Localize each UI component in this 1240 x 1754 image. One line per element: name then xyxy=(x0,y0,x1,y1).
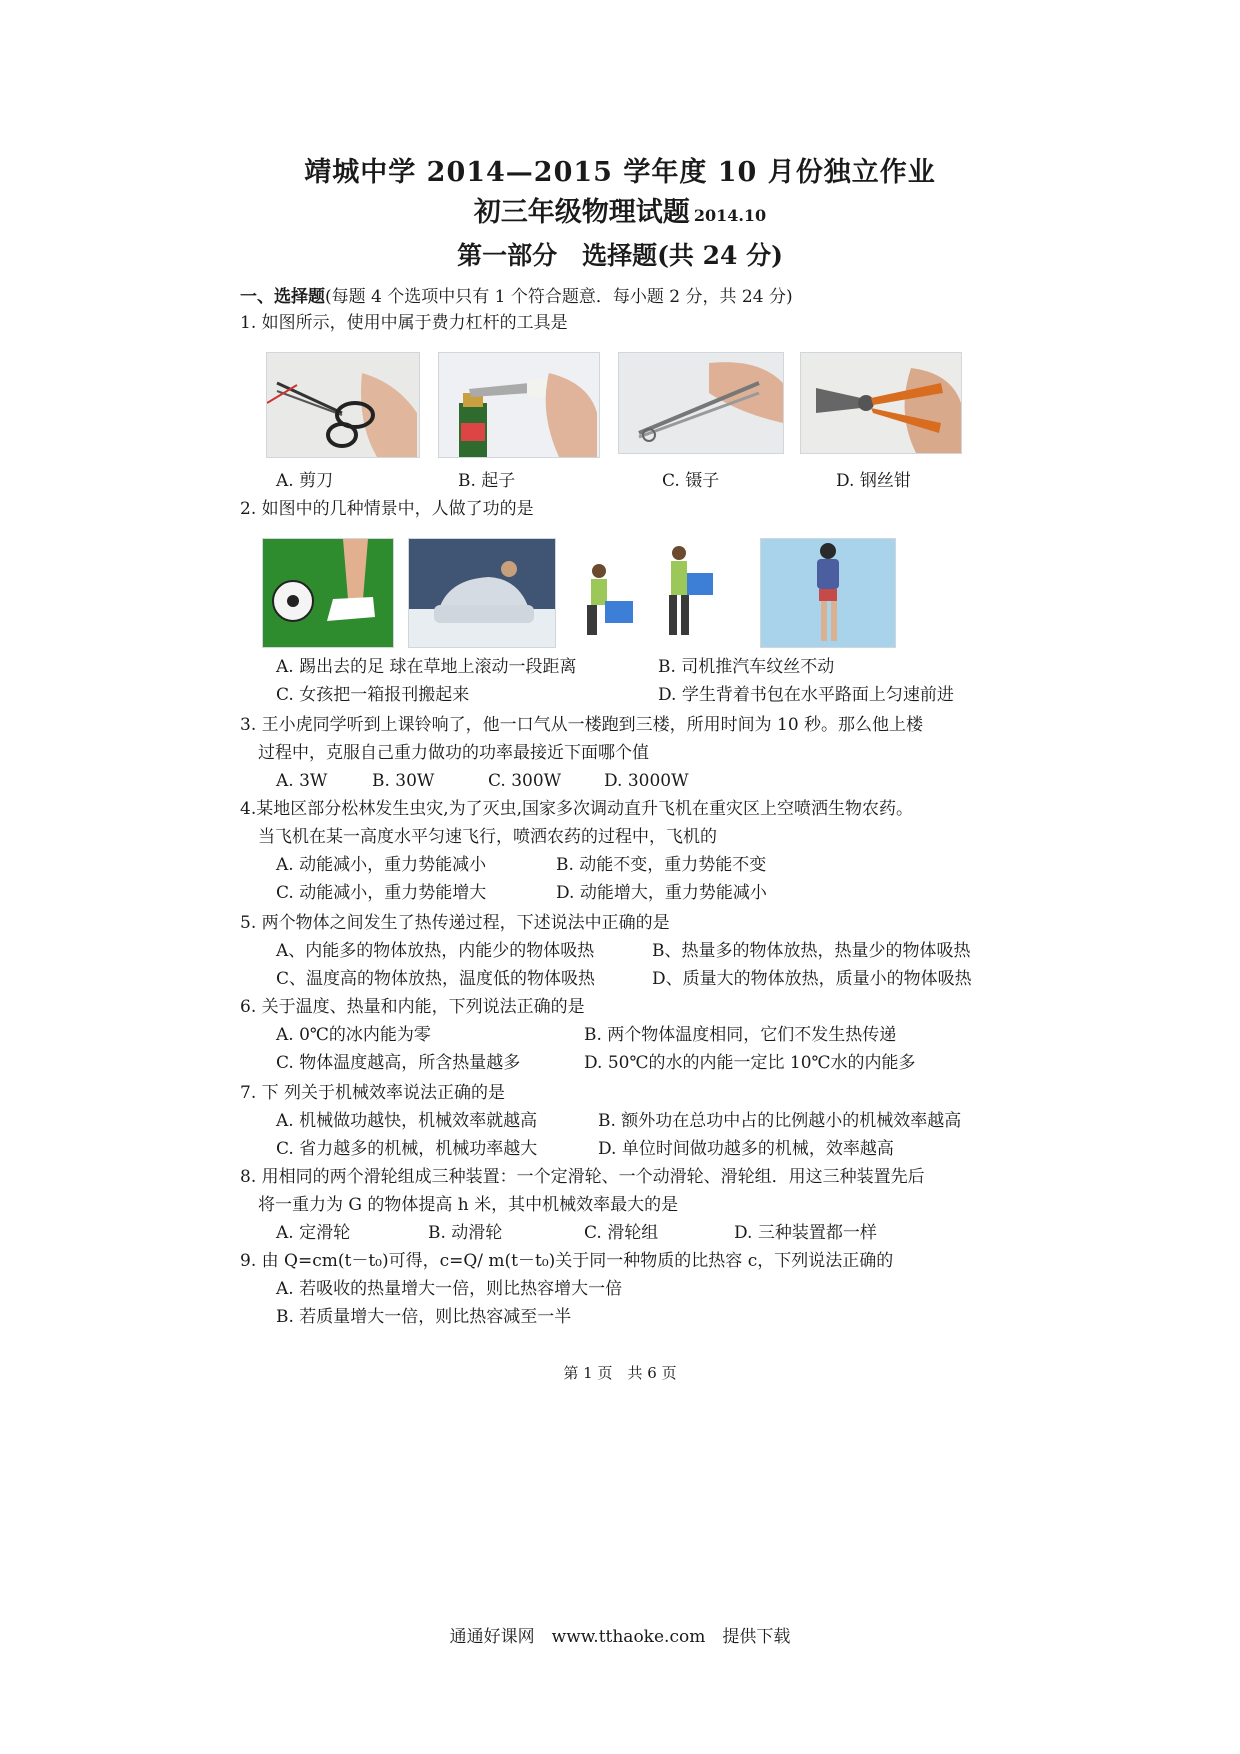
exam-date: 2014.10 xyxy=(693,206,767,225)
q5-option-b: B、热量多的物体放热，热量少的物体吸热 xyxy=(652,941,971,961)
site-footer: 通通好课网 www.tthaoke.com 提供下载 xyxy=(449,1627,791,1647)
q3-stem-line2: 过程中，克服自己重力做功的功率最接近下面哪个值 xyxy=(258,743,649,763)
q3-option-c: C. 300W xyxy=(488,771,562,791)
q2-option-b: B. 司机推汽车纹丝不动 xyxy=(658,657,835,677)
part-heading: 第一部分 选择题(共 24 分) xyxy=(457,241,783,270)
q1-option-d: D. 钢丝钳 xyxy=(836,471,911,491)
q8-option-c: C. 滑轮组 xyxy=(584,1223,659,1243)
student-backpack-image xyxy=(760,538,896,648)
q8-option-d: D. 三种装置都一样 xyxy=(734,1223,877,1243)
q5-option-c: C、温度高的物体放热，温度低的物体吸热 xyxy=(276,969,596,989)
q8-stem-line2: 将一重力为 G 的物体提高 h 米，其中机械效率最大的是 xyxy=(258,1195,679,1215)
q1-stem: 1. 如图所示，使用中属于费力杠杆的工具是 xyxy=(240,313,568,333)
q4-stem-line1: 4.某地区部分松林发生虫灾,为了灭虫,国家多次调动直升飞机在重灾区上空喷洒生物农药。 xyxy=(240,799,914,819)
q8-stem-line1: 8. 用相同的两个滑轮组成三种装置：一个定滑轮、一个动滑轮、滑轮组．用这三种装置先后 xyxy=(240,1167,925,1187)
subtitle-text: 初三年级物理试题 xyxy=(473,197,690,228)
section-heading xyxy=(240,286,793,308)
q1-option-c: C. 镊子 xyxy=(662,471,720,491)
q2-stem: 2. 如图中的几种情景中，人做了功的是 xyxy=(240,499,534,519)
q4-option-b: B. 动能不变，重力势能不变 xyxy=(556,855,767,875)
q3-option-a: A. 3W xyxy=(276,771,328,791)
q5-option-d: D、质量大的物体放热，质量小的物体吸热 xyxy=(652,969,972,989)
q3-option-b: B. 30W xyxy=(372,771,435,791)
section-desc: (每题 4 个选项中只有 1 个符合题意．每小题 2 分，共 24 分) xyxy=(325,287,793,307)
section-label: 一、选择题 xyxy=(240,287,325,307)
q4-option-a: A. 动能减小，重力势能减小 xyxy=(276,855,487,875)
q6-option-d: D. 50℃的水的内能一定比 10℃水的内能多 xyxy=(584,1053,916,1073)
q2-option-c: C. 女孩把一箱报刊搬起来 xyxy=(276,685,470,705)
q6-option-c: C. 物体温度越高，所含热量越多 xyxy=(276,1053,521,1073)
q6-option-a: A. 0℃的冰内能为零 xyxy=(276,1025,431,1045)
q4-option-d: D. 动能增大，重力势能减小 xyxy=(556,883,767,903)
tweezers-image xyxy=(618,352,784,454)
q4-stem-line2: 当飞机在某一高度水平匀速飞行，喷洒农药的过程中，飞机的 xyxy=(258,827,717,847)
q9-option-b: B. 若质量增大一倍，则比热容减至一半 xyxy=(276,1307,572,1327)
exam-title: 靖城中学 2014—2015 学年度 10 月份独立作业 xyxy=(304,157,936,188)
q8-option-a: A. 定滑轮 xyxy=(276,1223,351,1243)
q3-stem-line1: 3. 王小虎同学听到上课铃响了，他一口气从一楼跑到三楼，所用时间为 10 秒。那么他上楼 xyxy=(240,715,924,735)
q6-option-b: B. 两个物体温度相同，它们不发生热传递 xyxy=(584,1025,897,1045)
soccer-image xyxy=(262,538,394,648)
q6-stem: 6. 关于温度、热量和内能，下列说法正确的是 xyxy=(240,997,585,1017)
scissors-image xyxy=(266,352,420,458)
page-number: 第 1 页 共 6 页 xyxy=(563,1364,677,1382)
q7-option-d: D. 单位时间做功越多的机械，效率越高 xyxy=(598,1139,894,1159)
bottle-opener-image xyxy=(438,352,600,458)
q8-option-b: B. 动滑轮 xyxy=(428,1223,503,1243)
car-snow-image xyxy=(408,538,556,648)
q5-option-a: A、内能多的物体放热，内能少的物体吸热 xyxy=(276,941,595,961)
q5-stem: 5. 两个物体之间发生了热传递过程，下述说法中正确的是 xyxy=(240,913,670,933)
q3-option-d: D. 3000W xyxy=(604,771,689,791)
girl-lifting-box-image xyxy=(568,538,750,648)
q2-option-a: A. 踢出去的足 球在草地上滚动一段距离 xyxy=(276,657,577,677)
q9-option-a: A. 若吸收的热量增大一倍，则比热容增大一倍 xyxy=(276,1279,623,1299)
exam-subtitle xyxy=(0,190,1240,229)
q1-option-b: B. 起子 xyxy=(458,471,516,491)
q4-option-c: C. 动能减小，重力势能增大 xyxy=(276,883,487,903)
q7-option-a: A. 机械做功越快，机械效率就越高 xyxy=(276,1111,538,1131)
pliers-image xyxy=(800,352,962,454)
q9-stem: 9. 由 Q=cm(t－t₀)可得，c=Q/ m(t－t₀)关于同一种物质的比热容 c，下列说法正确的 xyxy=(240,1251,894,1271)
q2-option-d: D. 学生背着书包在水平路面上匀速前进 xyxy=(658,685,954,705)
q7-stem: 7. 下 列关于机械效率说法正确的是 xyxy=(240,1083,506,1103)
q7-option-c: C. 省力越多的机械，机械功率越大 xyxy=(276,1139,538,1159)
q1-option-a: A. 剪刀 xyxy=(276,471,334,491)
q7-option-b: B. 额外功在总功中占的比例越小的机械效率越高 xyxy=(598,1111,962,1131)
